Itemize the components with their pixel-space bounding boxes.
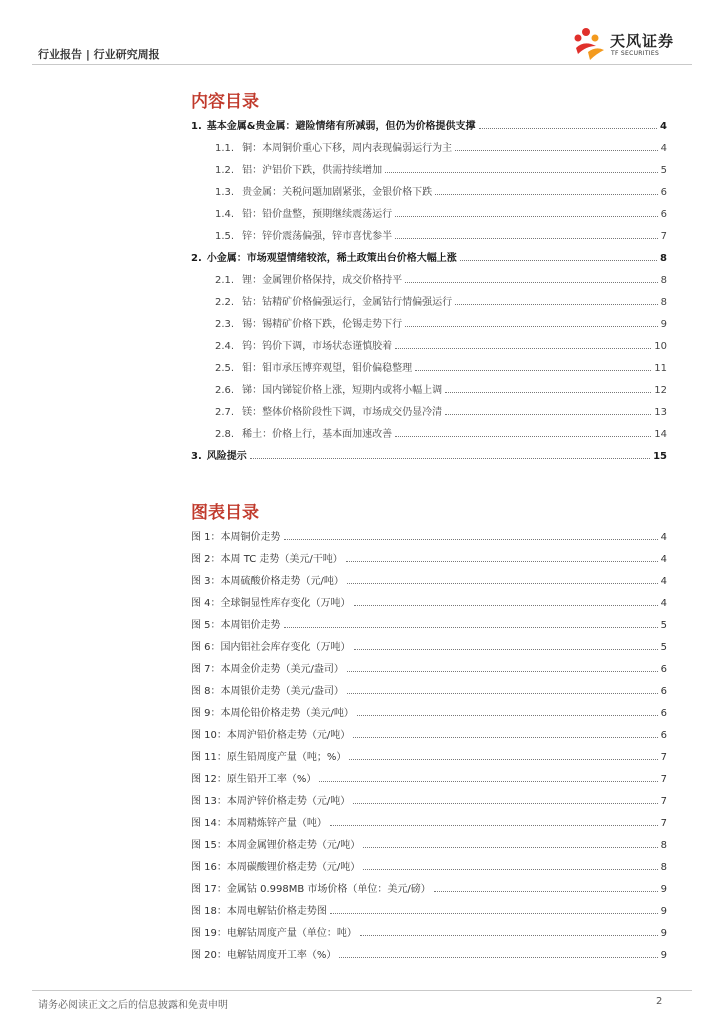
entry-page: 7 [660, 818, 667, 829]
dot-leader [353, 794, 657, 804]
entry-text: 图 14：本周精炼锌产量（吨） [191, 818, 327, 829]
entry-text: 图 7：本周金价走势（美元/盎司） [191, 664, 344, 675]
entry-text: 基本金属&贵金属：避险情绪有所减弱，但仍为价格提供支撑 [206, 121, 476, 132]
toc-entry[interactable] [191, 447, 667, 461]
figure-entry[interactable] [191, 550, 667, 564]
entry-text: 图 20：电解钴周度开工率（%） [191, 950, 337, 961]
dot-leader [395, 339, 651, 349]
entry-label [215, 205, 392, 220]
figure-entry[interactable] [191, 704, 667, 718]
entry-number: 1.3. [215, 187, 235, 198]
dot-leader [347, 574, 658, 584]
entry-label [191, 638, 351, 653]
dot-leader [395, 427, 651, 437]
entry-number: 3. [191, 451, 202, 462]
dot-leader [349, 750, 657, 760]
entry-number: 2.1. [215, 275, 235, 286]
entry-label [191, 726, 350, 741]
entry-label [191, 946, 336, 961]
toc-entry[interactable] [191, 381, 667, 395]
dot-leader [435, 185, 658, 195]
dot-leader [339, 948, 657, 958]
entry-text: 钨：钨价下调，市场状态谨慎胶着 [242, 341, 393, 352]
entry-label [191, 902, 327, 917]
dot-leader [360, 926, 658, 936]
entry-text: 图 16：本周碳酸锂价格走势（元/吨） [191, 862, 361, 873]
entry-text: 图 8：本周银价走势（美元/盎司） [191, 686, 344, 697]
header-divider [32, 64, 692, 65]
toc-entry[interactable] [191, 315, 667, 329]
entry-page: 4 [660, 532, 667, 543]
entry-label [191, 770, 316, 785]
entry-label [191, 836, 360, 851]
figure-entry[interactable] [191, 858, 667, 872]
toc-entry[interactable] [191, 271, 667, 285]
figure-entry[interactable] [191, 880, 667, 894]
entry-page: 5 [660, 620, 667, 631]
entry-page: 4 [660, 143, 667, 154]
entry-page: 7 [660, 752, 667, 763]
figure-entry[interactable] [191, 726, 667, 740]
entry-text: 图 19：电解钴周度产量（单位：吨） [191, 928, 357, 939]
entry-page: 11 [654, 363, 667, 374]
entry-page: 8 [660, 840, 667, 851]
entry-page: 4 [660, 598, 667, 609]
entry-label [191, 792, 350, 807]
toc-entry[interactable] [191, 337, 667, 351]
figure-entry[interactable] [191, 616, 667, 630]
entry-page: 12 [654, 385, 667, 396]
figure-entry[interactable] [191, 924, 667, 938]
entry-text: 铜：本周铜价重心下移，周内表现偏弱运行为主 [242, 143, 453, 154]
entry-page: 13 [654, 407, 667, 418]
entry-label [191, 572, 344, 587]
entry-text: 图 10：本周沪铅价格走势（元/吨） [191, 730, 351, 741]
entry-text: 锡：锡精矿价格下跌，伦锡走势下行 [242, 319, 403, 330]
toc-entry[interactable] [191, 425, 667, 439]
entry-page: 7 [660, 796, 667, 807]
entry-text: 图 4：全球铜显性库存变化（万吨） [191, 598, 351, 609]
dot-leader [415, 361, 651, 371]
toc-entry[interactable] [191, 139, 667, 153]
entry-page: 15 [653, 451, 667, 462]
entry-number: 2. [191, 253, 202, 264]
entry-page: 6 [660, 730, 667, 741]
entry-number: 1. [191, 121, 202, 132]
dot-leader [357, 706, 658, 716]
toc-entry[interactable] [191, 249, 667, 263]
figures-title: 图表目录 [191, 503, 259, 523]
dot-leader [330, 904, 658, 914]
entry-label [191, 924, 357, 939]
entry-page: 7 [660, 774, 667, 785]
figure-entry[interactable] [191, 660, 667, 674]
entry-page: 4 [660, 121, 667, 132]
figure-entry[interactable] [191, 792, 667, 806]
dot-leader [347, 684, 658, 694]
entry-text: 图 2：本周 TC 走势（美元/干吨） [191, 554, 343, 565]
entry-page: 6 [660, 209, 667, 220]
entry-number: 1.2. [215, 165, 235, 176]
entry-text: 稀土：价格上行，基本面加速改善 [242, 429, 393, 440]
entry-label [215, 337, 392, 352]
entry-number: 1.5. [215, 231, 235, 242]
entry-page: 10 [654, 341, 667, 352]
entry-text: 小金属：市场观望情绪较浓，稀土政策出台价格大幅上涨 [206, 253, 457, 264]
entry-page: 6 [660, 708, 667, 719]
entry-text: 图 12：原生铅开工率（%） [191, 774, 317, 785]
report-category: 行业报告 | 行业研究周报 [38, 48, 160, 61]
entry-text: 图 18：本周电解钴价格走势图 [191, 906, 327, 917]
entry-page: 9 [660, 950, 667, 961]
entry-label [191, 858, 360, 873]
entry-number: 2.6. [215, 385, 235, 396]
dot-leader [250, 449, 650, 459]
entry-text: 图 1：本周铜价走势 [191, 532, 281, 543]
figure-entry[interactable] [191, 594, 667, 608]
entry-number: 2.8. [215, 429, 235, 440]
entry-page: 5 [660, 642, 667, 653]
entry-text: 铅：铅价盘整，预期继续震荡运行 [242, 209, 393, 220]
entry-text: 图 11：原生铅周度产量（吨；%） [191, 752, 347, 763]
dot-leader [347, 662, 658, 672]
figure-entry[interactable] [191, 528, 667, 542]
entry-label [215, 293, 452, 308]
entry-text: 锂：金属锂价格保持，成交价格持平 [242, 275, 403, 286]
dot-leader [385, 163, 658, 173]
page-number: 2 [656, 996, 663, 1007]
dot-leader [434, 882, 658, 892]
entry-label [191, 550, 343, 565]
dot-leader [319, 772, 657, 782]
entry-label [215, 381, 442, 396]
entry-number: 1.1. [215, 143, 235, 154]
entry-text: 钴：钴精矿价格偏强运行，金属钴行情偏强运行 [242, 297, 453, 308]
entry-text: 图 13：本周沪锌价格走势（元/吨） [191, 796, 351, 807]
entry-page: 6 [660, 686, 667, 697]
company-logo [566, 26, 686, 62]
entry-page: 9 [660, 906, 667, 917]
entry-number: 2.5. [215, 363, 235, 374]
entry-page: 8 [660, 862, 667, 873]
entry-text: 图 6：国内铝社会库存变化（万吨） [191, 642, 351, 653]
entry-page: 14 [654, 429, 667, 440]
entry-number: 1.4. [215, 209, 235, 220]
dot-leader [445, 405, 651, 415]
entry-label [215, 403, 442, 418]
entry-text: 锌：锌价震荡偏强，锌市喜忧参半 [242, 231, 393, 242]
figure-entry[interactable] [191, 836, 667, 850]
entry-label [215, 315, 402, 330]
entry-label [191, 748, 346, 763]
entry-text: 贵金属：关税问题加剧紧张，金银价格下跌 [242, 187, 433, 198]
figure-entry[interactable] [191, 682, 667, 696]
entry-label [215, 227, 392, 242]
toc-entry[interactable] [191, 227, 667, 241]
figure-entry[interactable] [191, 748, 667, 762]
entry-page: 4 [660, 554, 667, 565]
entry-number: 2.3. [215, 319, 235, 330]
entry-text: 钼：钼市承压博弈观望，钼价偏稳整理 [242, 363, 413, 374]
entry-page: 9 [660, 319, 667, 330]
entry-label [215, 183, 432, 198]
toc-entry[interactable] [191, 205, 667, 219]
dot-leader [405, 273, 658, 283]
figure-entry[interactable] [191, 638, 667, 652]
entry-page: 4 [660, 576, 667, 587]
entry-page: 9 [660, 928, 667, 939]
dot-leader [353, 728, 657, 738]
entry-label [191, 249, 457, 264]
entry-page: 5 [660, 165, 667, 176]
entry-label [215, 425, 392, 440]
logo-subtitle: TF SECURITIES [611, 50, 660, 57]
entry-text: 铝：沪铝价下跌，供需持续增加 [242, 165, 383, 176]
entry-label [191, 447, 247, 462]
dot-leader [455, 295, 658, 305]
dot-leader [363, 838, 657, 848]
entry-page: 6 [660, 664, 667, 675]
dot-leader [445, 383, 651, 393]
toc-title: 内容目录 [191, 92, 259, 112]
toc-entry[interactable] [191, 293, 667, 307]
entry-label [215, 359, 412, 374]
entry-label [191, 880, 431, 895]
entry-text: 图 17：金属钴 0.998MB 市场价格（单位：美元/磅） [191, 884, 431, 895]
entry-label [191, 528, 281, 543]
dot-leader [284, 530, 658, 540]
entry-label [215, 161, 382, 176]
disclaimer-text: 请务必阅读正文之后的信息披露和免责申明 [38, 1000, 228, 1011]
toc-entry[interactable] [191, 161, 667, 175]
footer-divider [32, 990, 692, 991]
dot-leader [405, 317, 658, 327]
entry-text: 镁：整体价格阶段性下调，市场成交仍显冷清 [242, 407, 443, 418]
entry-page: 9 [660, 884, 667, 895]
toc-entry[interactable] [191, 403, 667, 417]
entry-text: 图 15：本周金属锂价格走势（元/吨） [191, 840, 361, 851]
entry-page: 8 [660, 253, 667, 264]
logo-name: 天风证券 [610, 32, 675, 50]
entry-label [191, 814, 327, 829]
entry-label [191, 616, 281, 631]
toc-entry[interactable] [191, 117, 667, 131]
figure-entry[interactable] [191, 770, 667, 784]
dot-leader [354, 640, 658, 650]
entry-label [215, 271, 402, 286]
dot-leader [354, 596, 658, 606]
figure-entry[interactable] [191, 814, 667, 828]
dot-leader [395, 207, 658, 217]
entry-label [191, 704, 354, 719]
entry-text: 图 5：本周铝价走势 [191, 620, 281, 631]
entry-label [215, 139, 452, 154]
figure-entry[interactable] [191, 572, 667, 586]
dot-leader [330, 816, 658, 826]
entry-page: 7 [660, 231, 667, 242]
dot-leader [363, 860, 657, 870]
toc-entry[interactable] [191, 183, 667, 197]
entry-text: 锑：国内锑锭价格上涨，短期内或将小幅上调 [242, 385, 443, 396]
entry-text: 图 3：本周硫酸价格走势（元/吨） [191, 576, 344, 587]
entry-label [191, 660, 344, 675]
entry-label [191, 594, 351, 609]
dot-leader [395, 229, 658, 239]
entry-number: 2.2. [215, 297, 235, 308]
entry-page: 8 [660, 275, 667, 286]
entry-label [191, 682, 344, 697]
figure-entry[interactable] [191, 902, 667, 916]
figure-entry[interactable] [191, 946, 667, 960]
entry-label [191, 117, 476, 132]
dot-leader [284, 618, 658, 628]
dot-leader [460, 251, 657, 261]
entry-page: 6 [660, 187, 667, 198]
toc-entry[interactable] [191, 359, 667, 373]
entry-page: 8 [660, 297, 667, 308]
entry-text: 图 9：本周伦铅价格走势（美元/吨） [191, 708, 354, 719]
dot-leader [455, 141, 658, 151]
entry-number: 2.7. [215, 407, 235, 418]
dot-leader [346, 552, 658, 562]
logo-mark-icon [566, 26, 610, 62]
entry-number: 2.4. [215, 341, 235, 352]
entry-text: 风险提示 [206, 451, 247, 462]
dot-leader [479, 119, 658, 129]
